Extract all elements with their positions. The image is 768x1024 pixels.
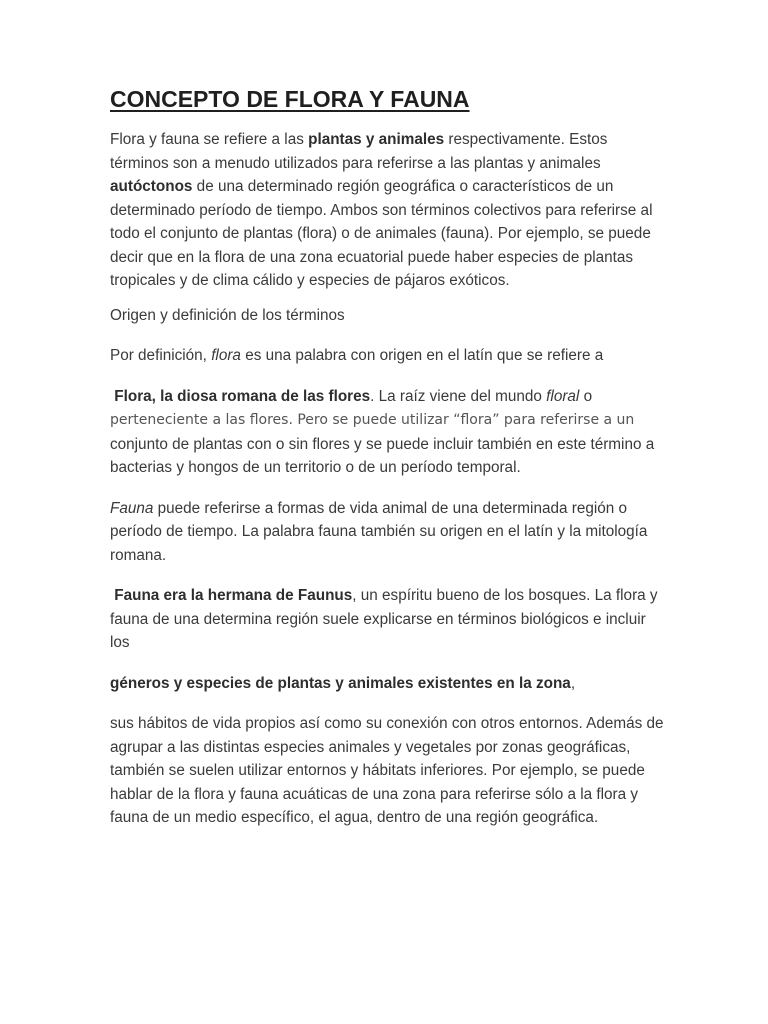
generos-bold: géneros y especies de plantas y animales existentes en la zona <box>110 674 571 692</box>
faunus-bold: Fauna era la hermana de Faunus <box>114 587 353 604</box>
document-page <box>110 84 665 830</box>
flora-def-italic: flora <box>211 347 241 364</box>
page-title: CONCEPTO DE FLORA Y FAUNA <box>110 86 470 112</box>
flora-def-text-1: Por definición, <box>110 347 212 364</box>
generos-paragraph <box>110 672 665 696</box>
intro-text-2: respectivamente. Estos términos son a menudo utilizados para referirse a las plantas y animales <box>110 131 608 172</box>
flora-goddess-bold: Flora, la diosa romana de las flores <box>114 387 371 405</box>
intro-bold-plantas-animales: plantas y animales <box>308 131 445 148</box>
flora-goddess-text-2: o <box>579 387 593 405</box>
flora-definition-paragraph <box>110 344 665 368</box>
intro-bold-autoctonos: autóctonos <box>110 178 193 195</box>
fauna-italic: Fauna <box>110 499 154 517</box>
flora-goddess-italic: floral <box>546 387 580 405</box>
flora-goddess-text-1: . La raíz viene del mundo <box>370 387 547 405</box>
flora-goddess-text-3: perteneciente a las flores. Pero se puede utilizar “flora” para referirse a un <box>110 412 635 428</box>
intro-paragraph <box>110 128 665 293</box>
faunus-paragraph <box>110 584 665 655</box>
faunus-text: , un espíritu bueno de los bosques. La flora y fauna de una determina región suele explicarse en términos biológicos e incluir los <box>110 587 658 651</box>
intro-text-3: de una determinado región geográfica o característicos de un determinado período de tiempo. Ambos son términos colectivos para referirse al todo el conjunto de plantas (flora) o de animales (fauna). Por ejemplo, se puede decir que en la flora de una zona ecuatorial puede haber especies de plantas tropicales y de clima cálido y especies de pájaros exóticos. <box>110 178 653 289</box>
intro-text-1: Flora y fauna se refiere a las <box>110 131 309 148</box>
flora-goddess-paragraph <box>110 385 665 480</box>
habitos-paragraph: sus hábitos de vida propios así como su conexión con otros entornos. Además de agrupar a las distintas especies animales y vegetales por zonas geográficas, también se suelen utilizar entornos y hábitats inferiores. Por ejemplo, se puede hablar de la flora y fauna acuáticas de una zona para referirse sólo a la flora y fauna de un medio específico, el agua, dentro de una región geográfica. <box>110 715 664 826</box>
fauna-text: puede referirse a formas de vida animal de una determinada región o período de tiempo. La palabra fauna también su origen en el latín y la mitología romana. <box>110 499 648 564</box>
section-heading-origen: Origen y definición de los términos <box>110 306 345 324</box>
generos-comma: , <box>570 674 576 692</box>
flora-goddess-text-4: conjunto de plantas con o sin flores y se puede incluir también en este término a bacterias y hongos de un territorio o de un período temporal. <box>110 435 655 476</box>
fauna-paragraph <box>110 497 665 568</box>
flora-def-text-2: es una palabra con origen en el latín que se refiere a <box>240 347 604 364</box>
